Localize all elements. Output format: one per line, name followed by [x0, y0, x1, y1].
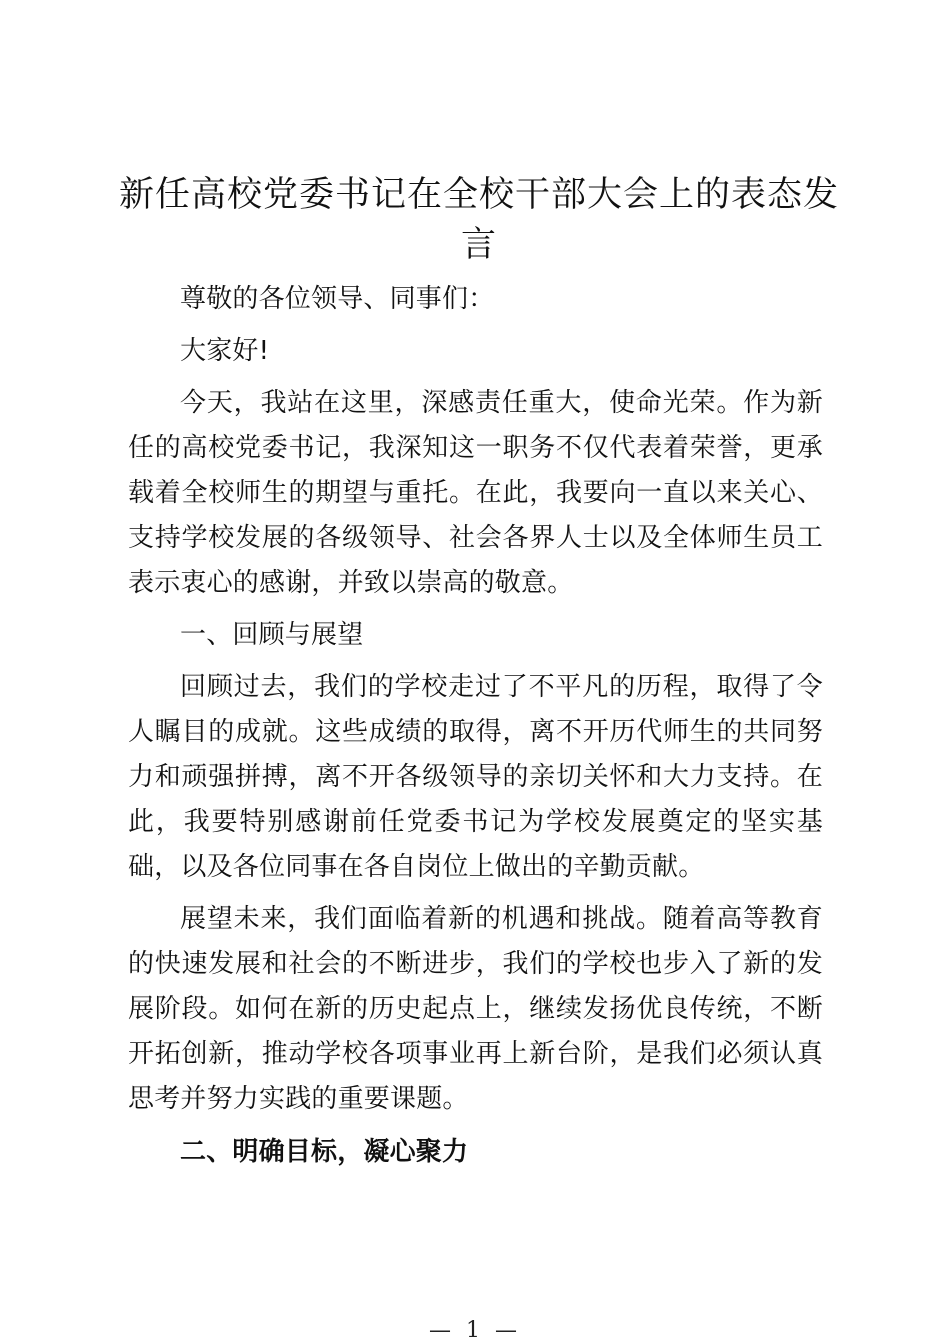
page-number: — 1 —	[429, 1318, 521, 1343]
greeting: 大家好!	[180, 336, 270, 366]
salutation: 尊敬的各位领导、同事们：	[180, 284, 495, 314]
review-paragraph: 回顾过去，我们的学校走过了不平凡的历程，取得了令人瞩目的成就。这些成绩的取得，离不开历代师生的共同努力和顽强拼搏，离不开各级领导的亲切关怀和大力支持。在此，我要特别感谢前任党委书记为学校发展奠定的坚实基础，以及各位同事在各自岗位上做出的辛勤贡献。	[128, 672, 823, 882]
document-title: 新任高校党委书记在全校干部大会上的表态发言	[118, 175, 839, 265]
section-heading-2: 二、明确目标，凝心聚力	[180, 1137, 469, 1167]
document-body	[128, 277, 823, 1182]
section-heading-1: 一、回顾与展望	[180, 620, 364, 650]
intro-paragraph: 今天，我站在这里，深感责任重大，使命光荣。作为新任的高校党委书记，我深知这一职务不仅代表着荣誉，更承载着全校师生的期望与重托。在此，我要向一直以来关心、支持学校发展的各级领导、社会各界人士以及全体师生员工表示衷心的感谢，并致以崇高的敬意。	[128, 388, 823, 598]
outlook-paragraph: 展望未来，我们面临着新的机遇和挑战。随着高等教育的快速发展和社会的不断进步，我们的学校也步入了新的发展阶段。如何在新的历史起点上，继续发扬优良传统，不断开拓创新，推动学校各项事业再上新台阶，是我们必须认真思考并努力实践的重要课题。	[128, 904, 823, 1114]
